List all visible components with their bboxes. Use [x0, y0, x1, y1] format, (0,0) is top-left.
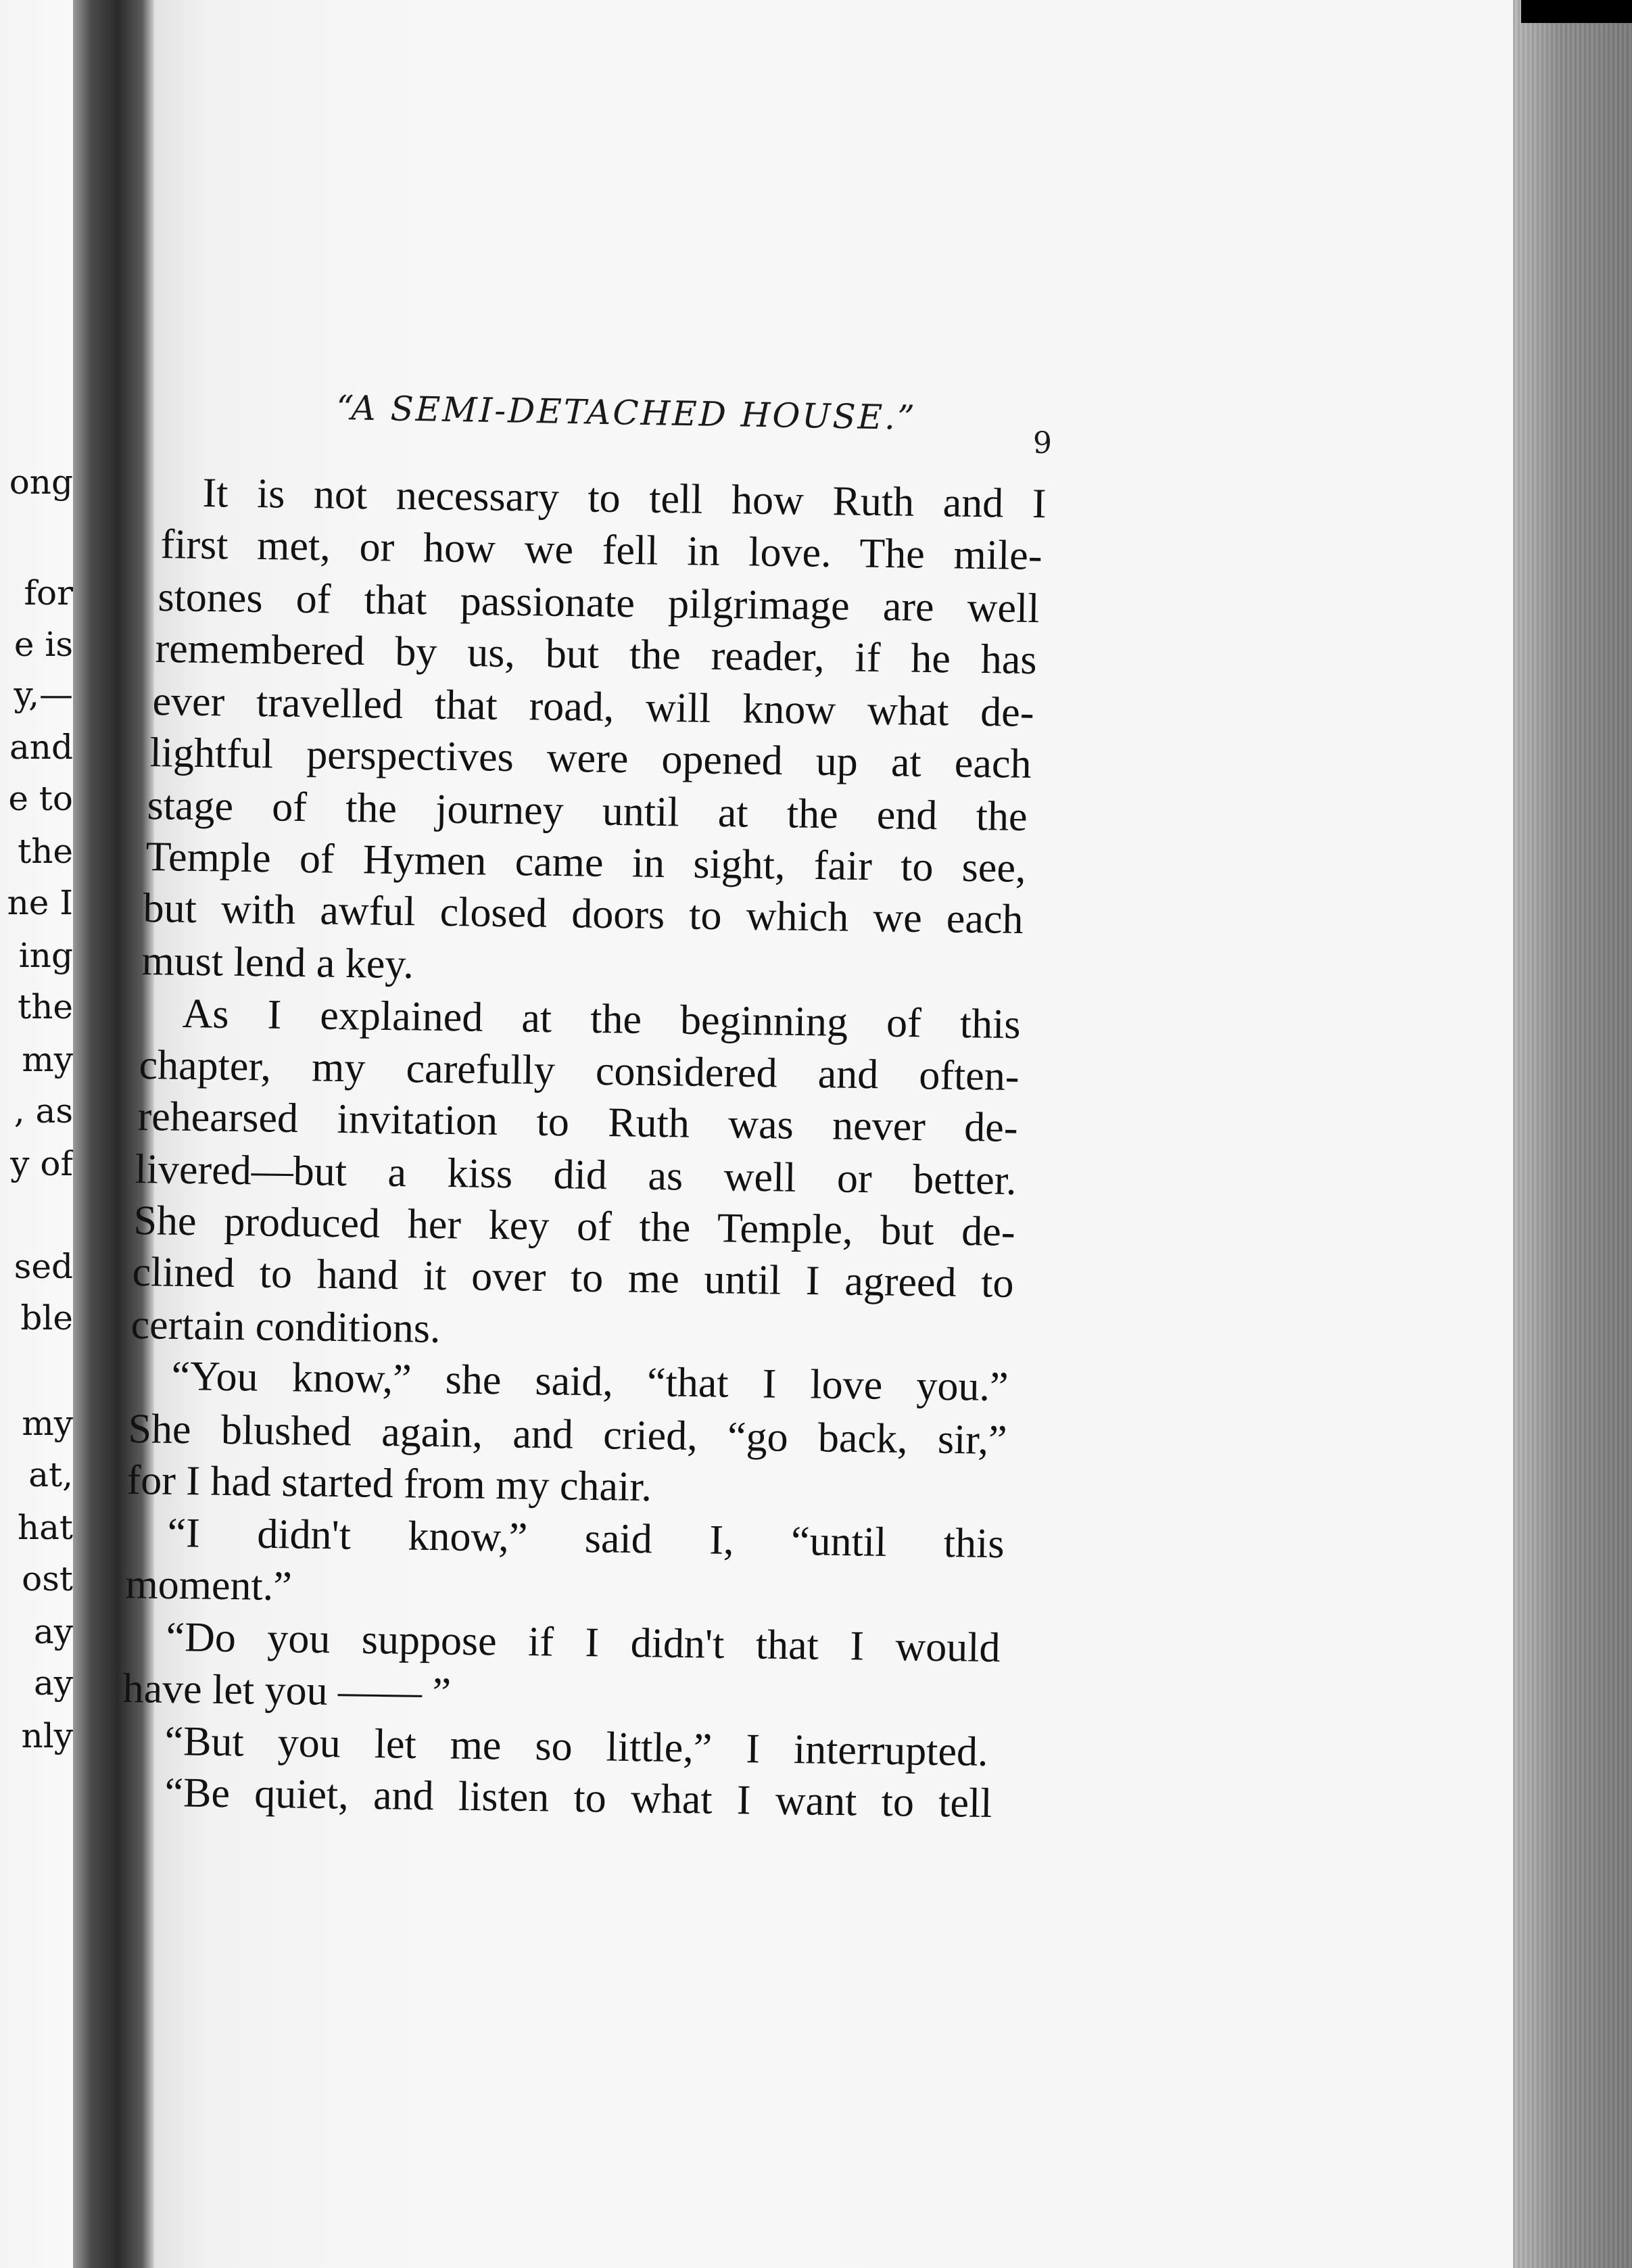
- page-number: 9: [1033, 426, 1052, 460]
- text-line: remembered by us, but the reader, if he has: [155, 625, 1037, 684]
- left-page-line-fragment: sed: [14, 1247, 73, 1286]
- text-line: Temple of Hymen came in sight, fair to see,: [145, 834, 1026, 892]
- text-line: “Be quiet, and listen to what I want to tell: [164, 1770, 992, 1827]
- left-page-line-fragment: ble: [20, 1298, 73, 1338]
- text-line: It is not necessary to tell how Ruth and I: [202, 470, 1047, 527]
- left-page-line-fragment: the: [18, 832, 73, 871]
- text-line: stones of that passionate pilgrimage are well: [158, 574, 1040, 632]
- text-line: “You know,” she said, “that I love you.”: [171, 1353, 1009, 1411]
- left-page-line-fragment: ost: [22, 1559, 73, 1599]
- text-line: “I didn't know,” said I, “until this: [167, 1510, 1005, 1567]
- left-page-line-fragment: ong: [9, 463, 73, 502]
- left-page-line-fragment: my: [22, 1404, 73, 1443]
- left-page-line-fragment: y of: [10, 1144, 73, 1183]
- background-corner: [1521, 0, 1632, 23]
- left-page-line-fragment: ay: [33, 1663, 73, 1703]
- text-line: have let you —— ”: [122, 1665, 452, 1716]
- text-line: moment.”: [125, 1561, 293, 1610]
- left-page-line-fragment: y,—: [14, 675, 73, 714]
- left-page-line-fragment: , as: [14, 1091, 73, 1131]
- text-line: clined to hand it over to me until I agreed to: [132, 1249, 1014, 1307]
- left-page-line-fragment: ay: [33, 1612, 73, 1651]
- text-line: must lend a key.: [141, 938, 414, 988]
- left-page-line-fragment: nly: [21, 1716, 73, 1755]
- text-line: rehearsed invitation to Ruth was never de-: [137, 1093, 1018, 1152]
- left-page-line-fragment: e to: [8, 779, 73, 818]
- page-edges: [1513, 0, 1632, 2268]
- text-line: certain conditions.: [130, 1302, 441, 1352]
- text-line: “But you let me so little,” I interrupted.: [164, 1718, 988, 1775]
- running-head: “A SEMI-DETACHED HOUSE.”: [335, 388, 917, 438]
- text-line: “Do you suppose if I didn't that I would: [166, 1614, 1001, 1672]
- text-line: for I had started from my chair.: [126, 1457, 652, 1511]
- left-page-line-fragment: and: [9, 728, 73, 767]
- text-line: but with awful closed doors to which we each: [143, 885, 1024, 943]
- text-line: ever travelled that road, will know what de-: [152, 678, 1034, 736]
- left-page-line-fragment: for: [24, 573, 73, 613]
- text-line: livered—but a kiss did as well or better.: [135, 1146, 1017, 1204]
- text-line: stage of the journey until at the end the: [147, 782, 1028, 841]
- text-line: She blushed again, and cried, “go back, sir,”: [128, 1406, 1007, 1464]
- text-line: lightful perspectives were opened up at each: [149, 730, 1032, 788]
- text-line: As I explained at the beginning of this: [182, 991, 1021, 1048]
- left-page-line-fragment: ne I: [7, 883, 73, 922]
- left-page-line-fragment: the: [18, 987, 73, 1026]
- text-line: chapter, my carefully considered and often-: [139, 1042, 1019, 1100]
- text-line: first met, or how we fell in love. The mile-: [160, 521, 1042, 580]
- left-page-line-fragment: my: [22, 1040, 73, 1079]
- left-page-line-fragment: e is: [14, 625, 73, 664]
- left-page-line-fragment: hat: [17, 1508, 73, 1547]
- text-line: She produced her key of the Temple, but de-: [133, 1198, 1015, 1256]
- left-page-line-fragment: at,: [28, 1455, 73, 1494]
- left-page-line-fragment: ing: [18, 936, 73, 975]
